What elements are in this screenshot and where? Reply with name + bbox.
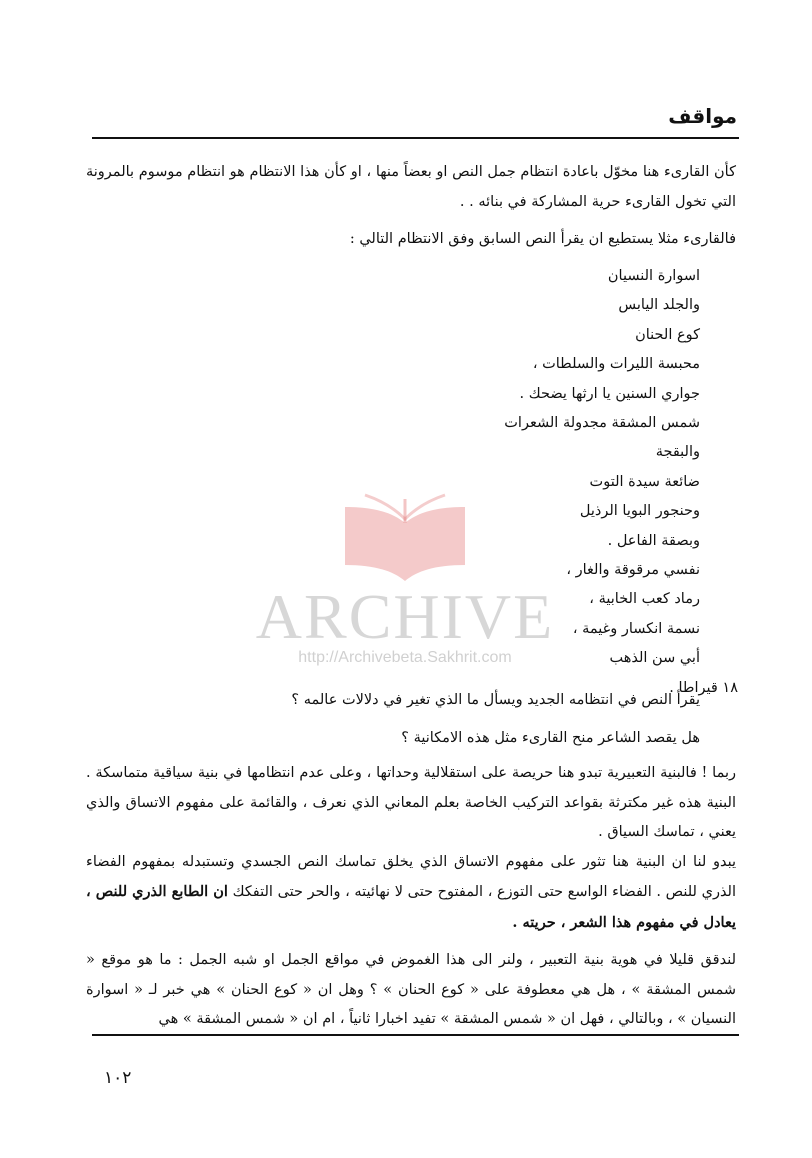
header-rule — [92, 137, 739, 139]
poem-block — [140, 262, 738, 703]
verse-line: رماد كعب الخابية ، — [589, 591, 700, 608]
verse-line: نسمة انكسار وغيمة ، — [572, 620, 700, 637]
verse-line: وحنجور البويا الرذيل — [579, 503, 700, 520]
question-block — [86, 686, 700, 753]
paragraph-analysis-1: ربما ! فالبنية التعبيرية تبدو هنا حريصة على استقلالية وحداتها ، وعلى عدم انتظامها في بنية سياقية متماسكة . البنية هذه غير مكترثة بقواعد التركيب الخاصة بعلم المعاني الذي نعرف ، والقائمة على مفهوم الاتساق والذي يعني ، تماسك السياق . — [86, 765, 736, 840]
intro-block — [86, 158, 736, 217]
lead-in-block — [86, 225, 736, 255]
page-number: ١٠٢ — [104, 1068, 132, 1088]
verse-line: اسوارة النسيان — [607, 268, 700, 284]
paragraph-analysis-3: لندقق قليلا في هوية بنية التعبير ، ولنر الى هذا الغموض في مواقع الجمل او شبه الجمل : ما هو موقع « شمس المشقة » ، هل هي معطوفة على « كوع الحنان » ؟ وهل ان « كوع الحنان » هي خبر لـ « اسوارة النسيان » ، وبالتالي ، فهل ان « شمس المشقة » تفيد اخبارا ثانياً ، ام ان « شمس المشقة » هي — [86, 952, 736, 1027]
verse-line: محبسة الليرات والسلطات ، — [532, 356, 700, 373]
paragraph-question-1: يقرأ النص في انتظامه الجديد ويسأل ما الذي تغير في دلالات عالمه ؟ — [291, 692, 700, 708]
verse-line: وبصقة الفاعل . — [607, 532, 700, 549]
analysis-block — [86, 759, 736, 1035]
verse-line: والبقجة — [655, 444, 700, 461]
verse-line: والجلد اليابس — [618, 297, 700, 314]
paragraph-question-2: هل يقصد الشاعر منح القارىء مثل هذه الامكانية ؟ — [401, 729, 700, 746]
paragraph-lead-in: فالقارىء مثلا يستطيع ان يقرأ النص السابق وفق الانتظام التالي : — [349, 231, 736, 247]
verse-line: ضائعة سيدة التوت — [589, 473, 700, 490]
verse-line: شمس المشقة مجدولة الشعرات — [504, 415, 700, 432]
verse-line: ١٨ قيراطا . — [669, 679, 738, 696]
footer-rule — [92, 1034, 739, 1036]
page-header: مواقف — [668, 104, 737, 128]
verse-line: جواري السنين يا ارثها يضحك . — [519, 385, 700, 402]
verse-line: أبي سن الذهب — [609, 650, 700, 667]
verse-line: كوع الحنان — [635, 326, 700, 343]
watermark-word: ARCHIVE — [255, 581, 555, 652]
paragraph-intro: كأن القارىء هنا مخوّل باعادة انتظام جمل النص او بعضاً منها ، او كأن هذا الانتظام هو انتظام موسوم بالمرونة التي تخول القارىء حرية المشاركة في بنائه . . — [86, 164, 736, 210]
bold-conclusion: ان الطابع الذري للنص ، يعادل في مفهوم هذا الشعر ، حريته . — [86, 883, 736, 931]
paragraph-analysis-2-text: يبدو لنا ان البنية هنا تثور على مفهوم الاتساق الذي يخلق تماسك النص الجسدي وتستبدله بمفهوم الفضاء الذري للنص . الفضاء الواسع حتى التوزع ، المفتوح حتى لا نهائيته ، والحر حتى التفكك — [86, 853, 737, 900]
verse-line: نفسي مرقوقة والغار ، — [566, 562, 700, 579]
paragraph-analysis-2 — [86, 848, 736, 939]
watermark-url: http://Archivebeta.Sakhrit.com — [298, 649, 512, 666]
